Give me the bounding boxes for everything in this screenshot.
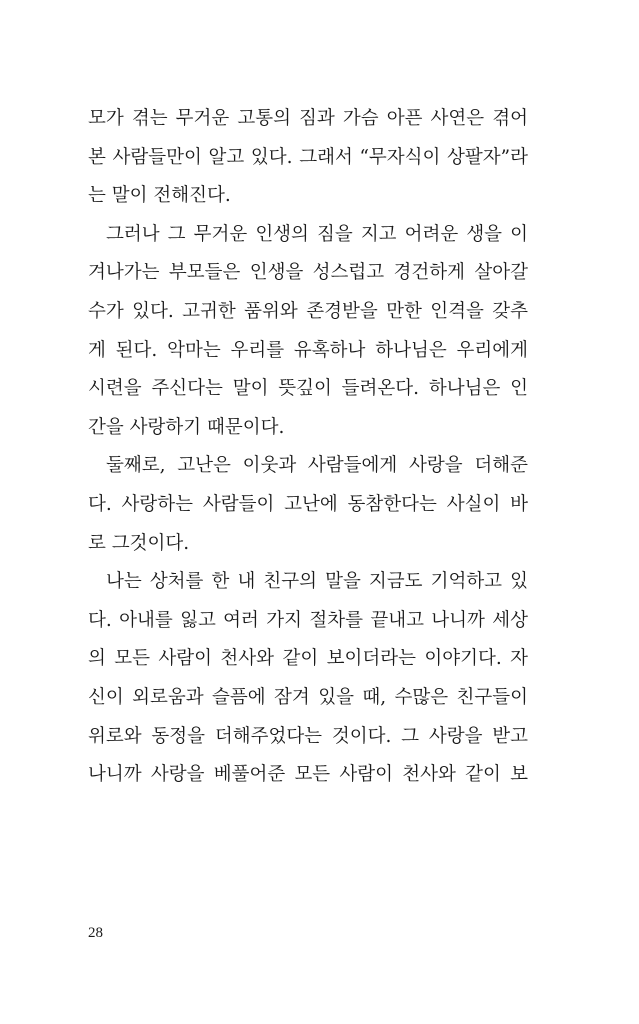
text-line: 위로와 동정을 더해주었다는 것이다. 그 사랑을 받고: [88, 725, 528, 747]
text-line: 그러나 그 무거운 인생의 짐을 지고 어려운 생을 이: [106, 223, 528, 245]
text-line: 다. 아내를 잃고 여러 가지 절차를 끝내고 나니까 세상: [88, 609, 528, 631]
page-number: 28: [88, 925, 103, 941]
text-line: 본 사람들만이 알고 있다. 그래서 “무자식이 상팔자”라: [88, 146, 528, 168]
text-line: 시련을 주신다는 말이 뜻깊이 들려온다. 하나님은 인: [88, 378, 528, 400]
text-line: 게 된다. 악마는 우리를 유혹하나 하나님은 우리에게: [88, 339, 528, 361]
text-line: 수가 있다. 고귀한 품위와 존경받을 만한 인격을 갖추: [88, 300, 528, 322]
text-line: 는 말이 전해진다.: [88, 185, 231, 207]
text-line: 의 모든 사람이 천사와 같이 보이더라는 이야기다. 자: [88, 648, 528, 670]
text-line: 로 그것이다.: [88, 532, 190, 554]
text-line: 간을 사랑하기 때문이다.: [88, 416, 285, 438]
text-line: 모가 겪는 무거운 고통의 짐과 가슴 아픈 사연은 겪어: [88, 108, 528, 129]
body-text: [88, 100, 528, 795]
text-line: 나니까 사랑을 베풀어준 모든 사람이 천사와 같이 보: [88, 764, 528, 786]
text-line: 다. 사랑하는 사람들이 고난에 동참한다는 사실이 바: [88, 493, 528, 515]
text-line: 나는 상처를 한 내 친구의 말을 지금도 기억하고 있: [106, 571, 528, 593]
text-line: 둘째로, 고난은 이웃과 사람들에게 사랑을 더해준: [106, 455, 528, 477]
text-line: 겨나가는 부모들은 인생을 성스럽고 경건하게 살아갈: [88, 262, 528, 284]
text-line: 신이 외로움과 슬픔에 잠겨 있을 때, 수많은 친구들이: [88, 686, 528, 708]
